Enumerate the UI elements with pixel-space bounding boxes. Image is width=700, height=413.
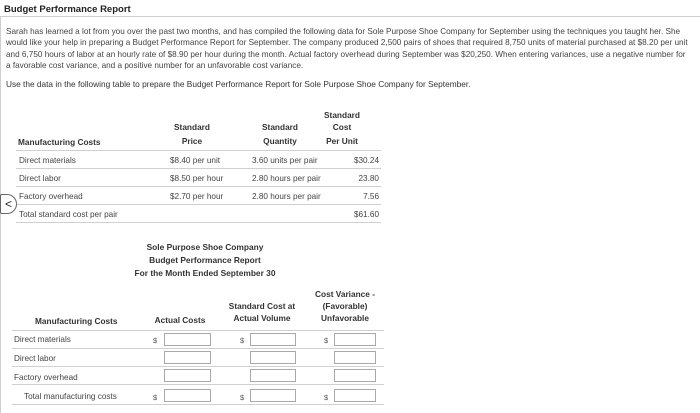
standard-cost-input[interactable]	[250, 369, 296, 382]
actual-header: Actual Costs	[154, 315, 206, 325]
actual-cost-input[interactable]	[164, 369, 211, 382]
actual-cost-input[interactable]	[164, 389, 211, 402]
stdcost-header-1: Standard Cost at	[228, 301, 296, 311]
variance-header-1: Cost Variance -	[315, 289, 375, 299]
dollar-sign: $	[240, 336, 245, 345]
report-row-label: Total manufacturing costs	[24, 392, 117, 401]
instruction-text: Use the data in the following table to prepare the Budget Performance Report for Sole Purpose Shoe Company for September.	[6, 79, 471, 89]
standard-cost-input[interactable]	[250, 389, 296, 402]
std-costs-header: Manufacturing Costs	[18, 137, 101, 147]
report-name: Budget Performance Report	[149, 255, 261, 265]
variance-input[interactable]	[334, 389, 376, 402]
std-row-cost: $61.60	[353, 210, 379, 219]
std-qty-header-2: Quantity	[263, 136, 297, 146]
std-cost-header-2: Cost	[332, 122, 352, 132]
std-row-price: $8.40 per unit	[170, 156, 221, 165]
std-row-cost: 23.80	[358, 174, 379, 183]
chevron-left-icon: <	[4, 197, 12, 211]
std-price-header-2: Price	[181, 136, 203, 146]
variance-header-3: Unfavorable	[321, 313, 369, 323]
std-cost-header-3: Per Unit	[326, 136, 358, 146]
variance-input[interactable]	[334, 369, 376, 382]
actual-cost-input[interactable]	[164, 333, 211, 346]
report-costs-header: Manufacturing Costs	[35, 316, 118, 326]
std-row-qty: 3.60 units per pair	[252, 156, 318, 165]
dollar-sign: $	[240, 393, 245, 402]
standard-cost-input[interactable]	[250, 333, 296, 346]
report-company: Sole Purpose Shoe Company	[146, 242, 264, 252]
std-cost-header-1: Standard	[324, 110, 360, 120]
std-row-label: Direct labor	[19, 174, 61, 183]
dollar-sign: $	[324, 393, 329, 402]
std-row-label: Direct materials	[19, 156, 76, 165]
std-price-header-1: Standard	[174, 122, 210, 132]
std-row-label: Factory overhead	[19, 192, 83, 201]
std-row-qty: 2.80 hours per pair	[252, 192, 321, 201]
dollar-sign: $	[153, 336, 158, 345]
actual-cost-input[interactable]	[164, 351, 211, 364]
std-row-qty: 2.80 hours per pair	[252, 174, 321, 183]
std-qty-header-1: Standard	[262, 122, 298, 132]
std-row-label: Total standard cost per pair	[19, 210, 118, 219]
dollar-sign: $	[324, 336, 329, 345]
report-row-label: Factory overhead	[14, 373, 78, 382]
stdcost-header-2: Actual Volume	[233, 313, 291, 323]
report-period: For the Month Ended September 30	[134, 268, 276, 278]
std-row-price: $2.70 per hour	[170, 192, 224, 201]
std-row-price: $8.50 per hour	[170, 174, 224, 183]
report-row-label: Direct materials	[14, 335, 71, 344]
standard-cost-input[interactable]	[250, 351, 296, 364]
std-row-cost: $30.24	[353, 156, 379, 165]
std-row-cost: 7.56	[363, 192, 379, 201]
variance-input[interactable]	[334, 333, 376, 346]
report-row-label: Direct labor	[14, 354, 56, 363]
page-title: Budget Performance Report	[4, 4, 131, 15]
variance-header-2: (Favorable)	[322, 301, 368, 311]
variance-input[interactable]	[334, 351, 376, 364]
dollar-sign: $	[153, 393, 158, 402]
problem-intro: Sarah has learned a lot from you over the past two months, and has compiled the following data for Sole Purpose Shoe Company for September using the techniques you taught her. She would like your help in preparing a Budget Performance Report for September. The company produced 2,500 pairs of shoes that required 8,750 units of material purchased at $8.20 per unit and 6,750 hours of labor at an hourly rate of $8.90 per hour during the month. Actual factory overhead during September was $20,250. When entering variances, use a negative number for a favorable cost variance, and a positive number for an unfavorable cost variance.	[6, 27, 688, 70]
